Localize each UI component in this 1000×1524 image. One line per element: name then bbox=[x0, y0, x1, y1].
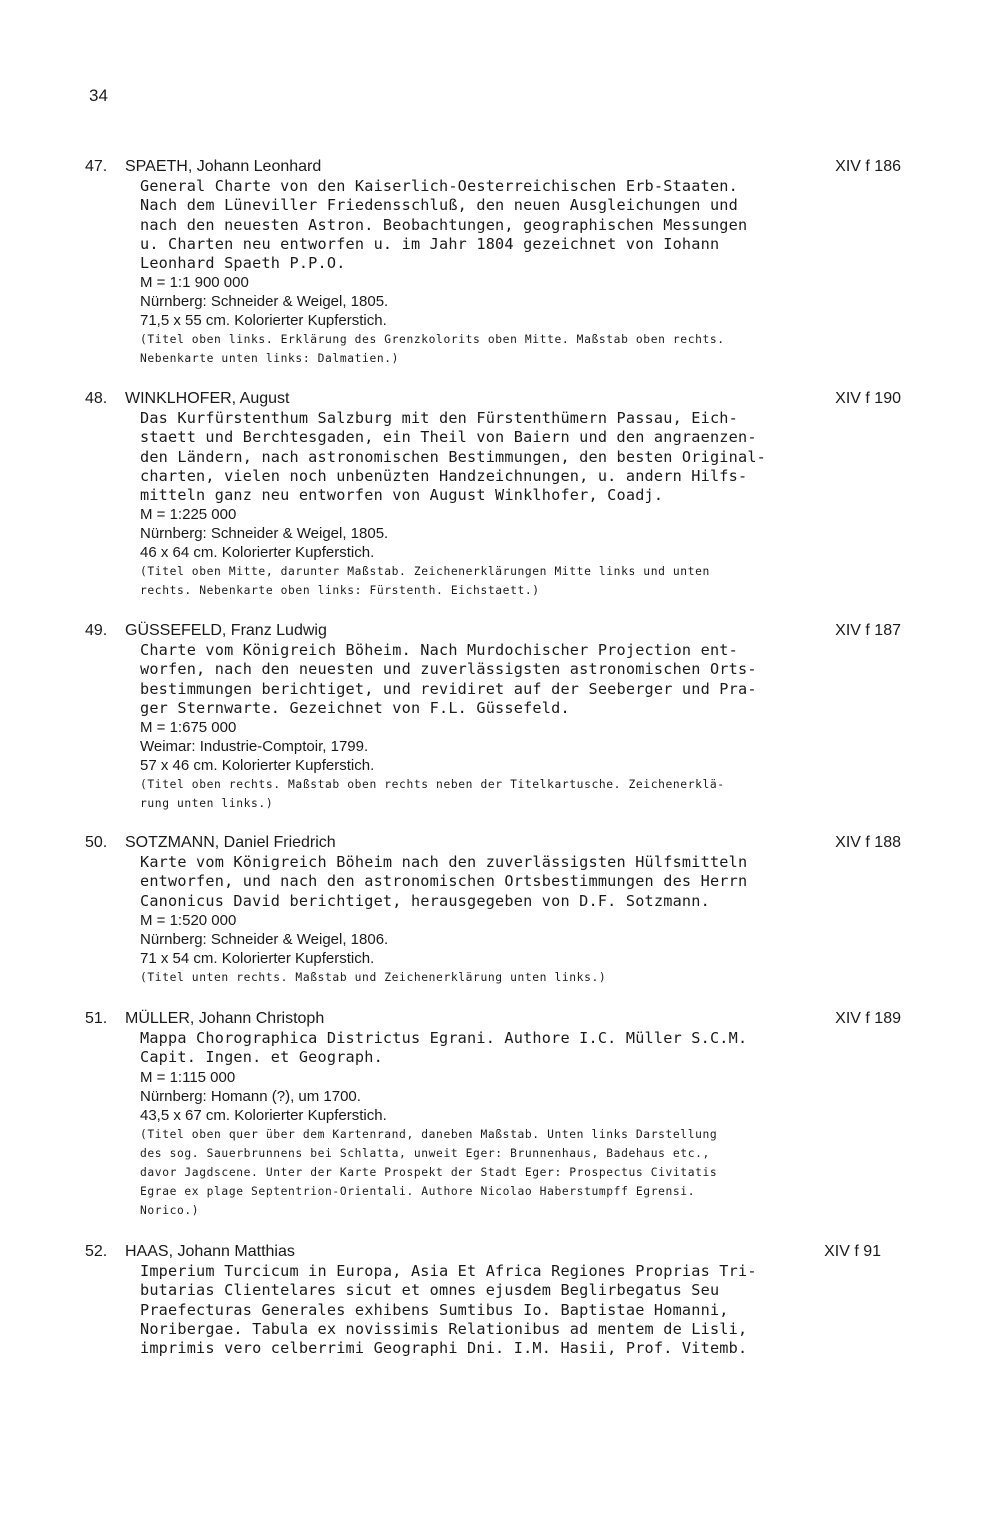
entry-header bbox=[85, 1009, 905, 1029]
entry-publisher: Nürnberg: Schneider & Weigel, 1806. bbox=[140, 930, 389, 948]
title-line: Das Kurfürstenthum Salzburg mit den Fürstenthümern Passau, Eich- bbox=[140, 409, 738, 427]
catalog-entry-48 bbox=[85, 389, 905, 600]
title-line: Karte vom Königreich Böheim nach den zuverlässigsten Hülfsmitteln bbox=[140, 853, 748, 871]
title-line: imprimis vero celberrimi Geographi Dni. I.M. Hasii, Prof. Vitemb. bbox=[140, 1339, 748, 1358]
entry-body bbox=[140, 177, 905, 368]
title-line: staett und Berchtesgaden, ein Theil von Baiern und den angraenzen- bbox=[140, 428, 757, 447]
entry-note-line: Egrae ex plage Septentrion-Orientali. Authore Nicolao Haberstumpff Egrensi. bbox=[140, 1184, 696, 1198]
entry-header bbox=[85, 833, 905, 853]
entry-number: 49. bbox=[85, 622, 108, 639]
title-line: entworfen, und nach den astronomischen Ortsbestimmungen des Herrn bbox=[140, 872, 748, 891]
title-line: Nach dem Lüneviller Friedensschluß, den neuen Ausgleichungen und bbox=[140, 196, 738, 215]
entry-body bbox=[140, 1029, 905, 1220]
entry-format: 71 x 54 cm. Kolorierter Kupferstich. bbox=[140, 949, 375, 967]
title-line: Praefecturas Generales exhibens Sumtibus Io. Baptistae Homanni, bbox=[140, 1300, 729, 1319]
entry-number: 52. bbox=[85, 1243, 108, 1260]
title-line: Noribergae. Tabula ex novissimis Relationibus ad mentem de Lisli, bbox=[140, 1319, 748, 1338]
entry-format: 57 x 46 cm. Kolorierter Kupferstich. bbox=[140, 757, 375, 775]
entry-shelfmark: XIV f 91 bbox=[824, 1243, 881, 1260]
entry-number: 48. bbox=[85, 390, 108, 407]
entry-note-line: rechts. Nebenkarte oben links: Fürstenth. Eichstaett.) bbox=[140, 584, 540, 598]
entry-note-line: (Titel oben rechts. Maßstab oben rechts neben der Titelkartusche. Zeichenerklä- bbox=[140, 778, 725, 792]
entry-body bbox=[140, 853, 905, 987]
entry-publisher: Weimar: Industrie-Comptoir, 1799. bbox=[140, 738, 369, 756]
entry-scale: M = 1:225 000 bbox=[140, 506, 237, 524]
entry-shelfmark: XIV f 187 bbox=[835, 622, 901, 639]
entry-shelfmark: XIV f 186 bbox=[835, 158, 901, 175]
entry-scale: M = 1:520 000 bbox=[140, 911, 237, 929]
entry-format: 71,5 x 55 cm. Kolorierter Kupferstich. bbox=[140, 312, 387, 330]
entry-shelfmark: XIV f 190 bbox=[835, 390, 901, 407]
title-line: nach den neuesten Astron. Beobachtungen, geographischen Messungen bbox=[140, 215, 748, 234]
catalog-entry-49 bbox=[85, 621, 905, 813]
entry-publisher: Nürnberg: Homann (?), um 1700. bbox=[140, 1087, 361, 1105]
entry-number: 47. bbox=[85, 158, 108, 175]
entry-note-line: des sog. Sauerbrunnens bei Schlatta, unweit Eger: Brunnenhaus, Badehaus etc., bbox=[140, 1146, 710, 1160]
title-line: Leonhard Spaeth P.P.O. bbox=[140, 254, 346, 273]
title-line: den Ländern, nach astronomischen Bestimmungen, den besten Original- bbox=[140, 447, 767, 466]
catalog-entry-47 bbox=[85, 157, 905, 368]
entry-author: MÜLLER, Johann Christoph bbox=[125, 1010, 325, 1027]
title-line: worfen, nach den neuesten und zuverlässigsten astronomischen Orts- bbox=[140, 660, 757, 679]
entry-scale: M = 1:675 000 bbox=[140, 719, 237, 737]
title-line: Imperium Turcicum in Europa, Asia Et Africa Regiones Proprias Tri- bbox=[140, 1262, 757, 1280]
catalog-entry-50 bbox=[85, 833, 905, 987]
title-line: Mappa Chorographica Districtus Egrani. Authore I.C. Müller S.C.M. bbox=[140, 1029, 748, 1047]
title-line: Canonicus David berichtiget, herausgegeben von D.F. Sotzmann. bbox=[140, 891, 710, 910]
entry-number: 50. bbox=[85, 834, 108, 851]
title-line: charten, vielen noch unbenüzten Handzeichnungen, u. andern Hilfs- bbox=[140, 466, 748, 485]
entry-publisher: Nürnberg: Schneider & Weigel, 1805. bbox=[140, 525, 389, 543]
entry-scale: M = 1:1 900 000 bbox=[140, 274, 249, 292]
entry-number: 51. bbox=[85, 1010, 108, 1027]
entry-author: SOTZMANN, Daniel Friedrich bbox=[125, 834, 336, 851]
entry-note-line: rung unten links.) bbox=[140, 797, 274, 811]
catalog-entry-52 bbox=[85, 1242, 905, 1358]
entry-note-line: davor Jagdscene. Unter der Karte Prospekt der Stadt Eger: Prospectus Civitatis bbox=[140, 1165, 718, 1179]
entry-author: GÜSSEFELD, Franz Ludwig bbox=[125, 622, 327, 639]
entry-note-line: Norico.) bbox=[140, 1203, 200, 1217]
title-line: ger Sternwarte. Gezeichnet von F.L. Güssefeld. bbox=[140, 698, 570, 717]
title-line: butarias Clientelares sicut et omnes ejusdem Beglirbegatus Seu bbox=[140, 1281, 720, 1300]
entry-note-line: (Titel oben Mitte, darunter Maßstab. Zeichenerklärungen Mitte links und unten bbox=[140, 565, 710, 579]
entry-note-line: (Titel oben quer über dem Kartenrand, daneben Maßstab. Unten links Darstellung bbox=[140, 1127, 718, 1141]
entry-note-line: (Titel oben links. Erklärung des Grenzkolorits oben Mitte. Maßstab oben rechts. bbox=[140, 333, 725, 347]
entry-shelfmark: XIV f 189 bbox=[835, 1010, 901, 1027]
entry-header bbox=[85, 157, 905, 177]
entry-note-line: (Titel unten rechts. Maßstab und Zeichenerklärung unten links.) bbox=[140, 970, 607, 984]
entry-publisher: Nürnberg: Schneider & Weigel, 1805. bbox=[140, 293, 389, 311]
entry-author: SPAETH, Johann Leonhard bbox=[125, 158, 322, 175]
entry-header bbox=[85, 1242, 905, 1262]
title-line: General Charte von den Kaiserlich-Oesterreichischen Erb-Staaten. bbox=[140, 177, 738, 195]
title-line: bestimmungen berichtiget, und revidiret auf der Seeberger und Pra- bbox=[140, 679, 757, 698]
entry-format: 43,5 x 67 cm. Kolorierter Kupferstich. bbox=[140, 1106, 387, 1124]
entry-header bbox=[85, 389, 905, 409]
page-number: 34 bbox=[89, 86, 108, 105]
entry-header bbox=[85, 621, 905, 641]
entry-body bbox=[140, 641, 905, 813]
entry-shelfmark: XIV f 188 bbox=[835, 834, 901, 851]
catalog-entry-51 bbox=[85, 1009, 905, 1220]
entry-body bbox=[140, 409, 905, 600]
title-line: Charte vom Königreich Böheim. Nach Murdochischer Projection ent- bbox=[140, 641, 738, 659]
entry-author: HAAS, Johann Matthias bbox=[125, 1243, 295, 1260]
title-line: u. Charten neu entworfen u. im Jahr 1804 gezeichnet von Iohann bbox=[140, 234, 720, 253]
title-line: mitteln ganz neu entworfen von August Winklhofer, Coadj. bbox=[140, 486, 664, 505]
entry-scale: M = 1:115 000 bbox=[140, 1068, 236, 1086]
entry-body bbox=[140, 1262, 905, 1358]
entry-format: 46 x 64 cm. Kolorierter Kupferstich. bbox=[140, 544, 375, 562]
title-line: Capit. Ingen. et Geograph. bbox=[140, 1048, 383, 1067]
entry-note-line: Nebenkarte unten links: Dalmatien.) bbox=[140, 352, 400, 366]
entry-author: WINKLHOFER, August bbox=[125, 390, 290, 407]
